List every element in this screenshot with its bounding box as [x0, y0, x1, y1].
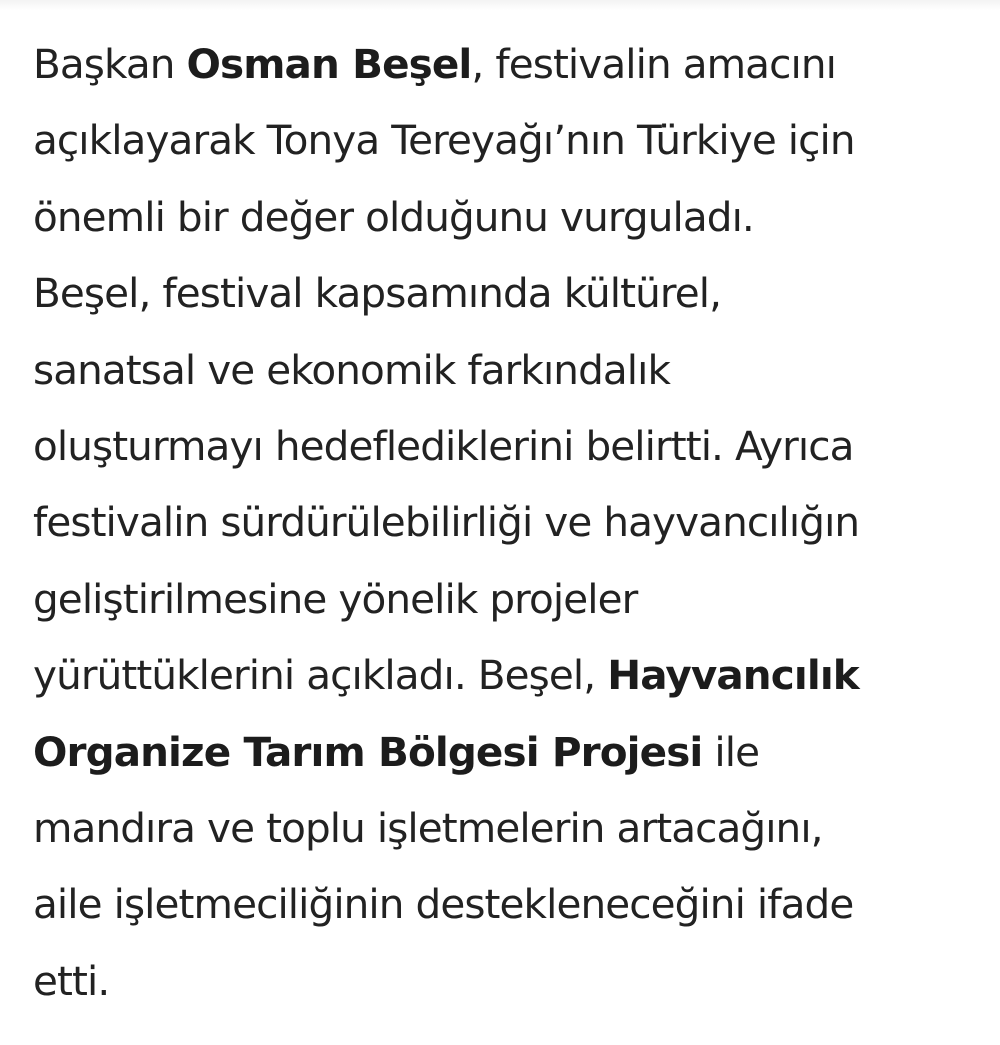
- top-edge-shadow: [0, 0, 1000, 10]
- text-line: [33, 714, 973, 790]
- text-run: , festivalin amacını: [471, 40, 836, 88]
- text-line: [33, 561, 973, 637]
- text-run: Beşel, festival kapsamında kültürel,: [33, 269, 722, 318]
- text-run: Başkan: [33, 40, 187, 88]
- bold-project-name: Hayvancılık: [607, 651, 859, 700]
- text-line: [33, 484, 973, 560]
- text-run: aile işletmeciliğinin destekleneceğini ifade: [33, 880, 854, 929]
- text-line: [33, 866, 973, 942]
- text-run: oluşturmayı hedeflediklerini belirtti. Ayrıca: [33, 422, 854, 471]
- text-run: önemli bir değer olduğunu vurguladı.: [33, 192, 754, 241]
- bold-project-name: Organize Tarım Bölgesi Projesi: [33, 727, 703, 776]
- text-line: [33, 332, 973, 408]
- text-line: [33, 943, 973, 1019]
- text-run: açıklayarak Tonya Tereyağı’nın Türkiye için: [33, 116, 855, 165]
- text-line: [33, 637, 973, 713]
- text-line: [33, 102, 973, 178]
- text-run: mandıra ve toplu işletmelerin artacağını,: [33, 804, 823, 853]
- article-paragraph: [33, 26, 973, 1019]
- text-run: ile: [702, 727, 760, 776]
- text-run: festivalin sürdürülebilirliği ve hayvancılığın: [33, 498, 860, 547]
- text-line: [33, 179, 973, 255]
- bold-name: Osman Beşel: [186, 40, 472, 88]
- text-run: yürüttüklerini açıkladı. Beşel,: [33, 651, 608, 700]
- text-line: [33, 26, 973, 102]
- text-run: etti.: [33, 956, 110, 1005]
- text-line: [33, 408, 973, 484]
- text-run: sanatsal ve ekonomik farkındalık: [33, 345, 671, 394]
- text-line: [33, 790, 973, 866]
- text-line: [33, 255, 973, 331]
- text-run: geliştirilmesine yönelik projeler: [33, 574, 638, 623]
